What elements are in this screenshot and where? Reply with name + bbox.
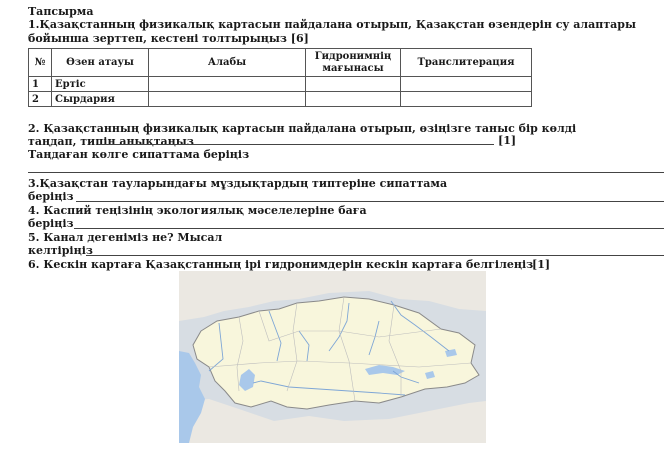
question-1-score: [6]	[290, 32, 309, 45]
row-river: Сырдария	[52, 92, 149, 107]
question-2-score: [1]	[498, 134, 517, 147]
answer-line-q2-followup[interactable]	[28, 172, 664, 173]
question-5-line1: 5. Канал дегеніміз не? Мысал	[28, 231, 223, 244]
answer-line-q4[interactable]	[74, 228, 664, 229]
row-meaning-cell[interactable]	[306, 92, 401, 107]
answer-line-q3[interactable]	[76, 201, 664, 202]
row-translit-cell[interactable]	[401, 77, 532, 92]
header-basin: Алабы	[149, 49, 306, 77]
question-1-text: 1.Қазақстанның физикалық картасын пайдалана отырып, Қазақстан өзендерін су алаптары бойынша зерттеп, кестені толтырыңыз	[28, 18, 636, 45]
question-2-text: 2. Қазақстанның физикалық картасын пайдалана отырып, өзіңізге таныс бір көлді таңдап, типін анықтаңыз	[28, 122, 577, 148]
table-row	[29, 92, 532, 107]
table-row	[29, 77, 532, 92]
header-meaning: Гидронимнің мағынасы	[306, 49, 401, 77]
question-6-score: [1]	[532, 258, 551, 271]
question-3-line2: беріңіз	[28, 190, 74, 203]
question-6-text: 6. Кескін картаға Қазақстанның ірі гидронимдерін кескін картаға белгілеңіз	[28, 258, 534, 271]
table-header-row	[29, 49, 532, 77]
answer-line-q2[interactable]	[98, 144, 494, 145]
task-title: Тапсырма	[28, 5, 94, 18]
header-river-name: Өзен атауы	[52, 49, 149, 77]
question-5-line2: келтіріңіз	[28, 244, 93, 257]
question-4-line1: 4. Каспий теңізінің экологиялық мәселелеріне баға	[28, 204, 367, 217]
question-1	[28, 18, 638, 46]
row-meaning-cell[interactable]	[306, 77, 401, 92]
answer-line-q5[interactable]	[86, 255, 664, 256]
row-translit-cell[interactable]	[401, 92, 532, 107]
kazakhstan-outline-map	[179, 271, 486, 443]
row-number: 2	[29, 92, 52, 107]
row-basin-cell[interactable]	[149, 77, 306, 92]
question-4-line2: беріңіз	[28, 217, 74, 230]
row-basin-cell[interactable]	[149, 92, 306, 107]
row-number: 1	[29, 77, 52, 92]
question-2-followup: Таңдаған көлге сипаттама беріңіз	[28, 148, 250, 161]
question-3-line1: 3.Қазақстан тауларындағы мұздықтардың типтеріне сипаттама	[28, 177, 448, 190]
header-transliteration: Транслитерация	[401, 49, 532, 77]
row-river: Ертіс	[52, 77, 149, 92]
header-number: №	[29, 49, 52, 77]
rivers-table	[28, 48, 532, 107]
